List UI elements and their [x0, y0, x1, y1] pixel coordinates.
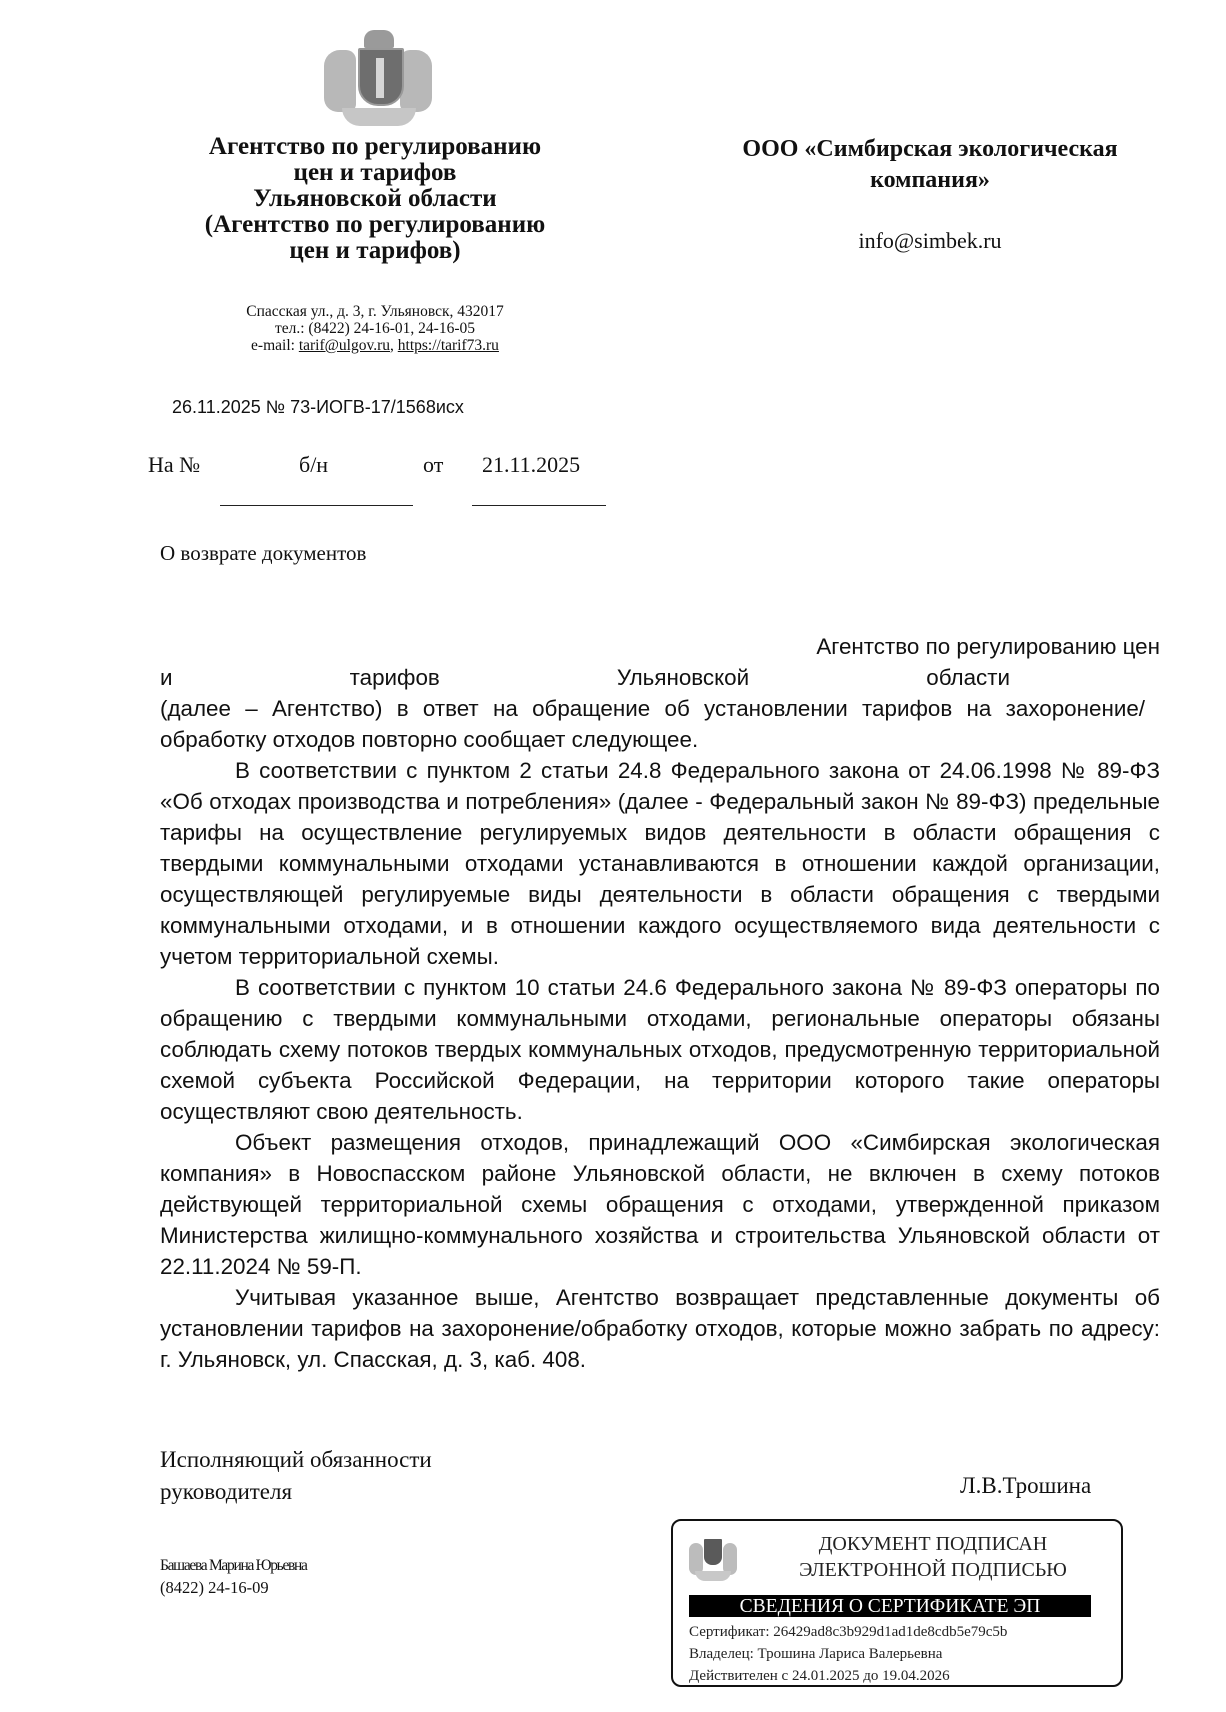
lion-left-shape: [324, 50, 356, 112]
outgoing-number: 26.11.2025 № 73-ИОГВ-17/1568исх: [172, 397, 464, 417]
sender-title-line: Ульяновской области: [253, 185, 497, 212]
emblem-base-shape: [695, 1571, 731, 1581]
coat-of-arms-icon: [318, 30, 438, 130]
recipient-name-line: ООО «Симбирская экологическая: [742, 136, 1118, 162]
stamp-certificate-header: СВЕДЕНИЯ О СЕРТИФИКАТЕ ЭП: [689, 1595, 1091, 1617]
sender-email-link[interactable]: tarif@ulgov.ru: [298, 337, 391, 354]
recipient-name-line: компания»: [870, 167, 990, 193]
shield-shape: [704, 1539, 722, 1565]
body-paragraph-1-line-2: и тарифов Ульяновской области: [160, 665, 1010, 690]
body-paragraph-5: Учитывая указанное выше, Агентство возвращает представленные документы об установлении тарифов на захоронение/обработку отходов, которые можно забрать по адресу: г. Ульяновск, ул. Спасская, д. 3, каб. 408.: [160, 1285, 1160, 1372]
emblem-base-shape: [342, 108, 416, 126]
electronic-signature-stamp: [671, 1519, 1123, 1687]
sender-website-link[interactable]: https://tarif73.ru: [397, 337, 499, 354]
stamp-title-line: ЭЛЕКТРОННОЙ ПОДПИСЬЮ: [799, 1559, 1067, 1581]
signatory-position-line: Исполняющий обязанности: [160, 1447, 432, 1472]
reference-number: б/н: [299, 452, 329, 477]
sender-title-line: (Агентство по регулированию: [204, 211, 546, 238]
letter-body: [160, 631, 1160, 1375]
signatory-position: [160, 1444, 432, 1508]
reference-date: 21.11.2025: [482, 452, 581, 477]
stamp-validity: Действителен с 24.01.2025 до 19.04.2026: [689, 1668, 950, 1684]
sender-title-line: Агентство по регулированию: [208, 133, 542, 160]
body-paragraph-3: В соответствии с пунктом 10 статьи 24.6 Федерального закона № 89-ФЗ операторы по обращению с твердыми коммунальными отходами, региональные операторы обязаны соблюдать схему потоков твердых коммунальных отходов, предусмотренную территориальной схемой субъекта Российской Федерации, на территории которого такие операторы осуществляют свою деятельность.: [160, 975, 1160, 1124]
signatory-position-line: руководителя: [160, 1479, 293, 1504]
body-paragraph-2: В соответствии с пунктом 2 статьи 24.8 Федерального закона от 24.06.1998 № 89-ФЗ «Об отходах производства и потребления» (далее - Федеральный закон № 89-ФЗ) предельные тарифы на осуществление регулируемых видов деятельности в области обращения с твердыми коммунальными отходами устанавливаются в отношении каждой организации, осуществляющей регулируемые виды деятельности в области обращения с твердыми коммунальными отходами, и в отношении каждого осуществляемого вида деятельности с учетом территориальной схемы.: [160, 758, 1160, 969]
crown-shape: [364, 30, 394, 48]
reference-number-underline: [220, 505, 413, 506]
coat-of-arms-icon: [687, 1535, 739, 1583]
sender-title-line: цен и тарифов: [293, 159, 457, 186]
stamp-title: [763, 1531, 1103, 1583]
stamp-certificate-id: Сертификат: 26429ad8c3b929d1ad1de8cdb5e79c5b: [689, 1624, 1008, 1640]
body-paragraph-1-rest: (далее – Агентство) в ответ на обращение об установлении тарифов на захоронение/обработку отходов повторно сообщает следующее.: [160, 696, 1145, 752]
reference-date-underline: [472, 505, 606, 506]
recipient-name: [700, 134, 1160, 196]
reference-no-label: На №: [148, 452, 201, 477]
body-paragraph-1-line-1: Агентство по регулированию цен: [816, 634, 1160, 659]
sender-email-label: e-mail:: [251, 337, 295, 354]
sender-contacts: [150, 303, 600, 354]
stamp-title-line: ДОКУМЕНТ ПОДПИСАН: [818, 1533, 1048, 1555]
body-paragraph-4: Объект размещения отходов, принадлежащий ООО «Симбирская экологическая компания» в Новоспасском районе Ульяновской области, не включен в схему потоков действующей территориальной схемы обращения с отходами, утвержденной приказом Министерства жилищно-коммунального хозяйства и строительства Ульяновской области от 22.11.2024 № 59-П.: [160, 1130, 1160, 1279]
reference-from-label: от: [423, 452, 444, 477]
sender-title-line: цен и тарифов): [289, 237, 461, 264]
recipient-email: info@simbek.ru: [858, 228, 1002, 253]
sender-address: Спасская ул., д. 3, г. Ульяновск, 432017: [246, 303, 504, 320]
executor-phone: (8422) 24-16-09: [160, 1578, 269, 1597]
signatory-name: Л.В.Трошина: [960, 1473, 1092, 1498]
sender-email-row: e-mail: tarif@ulgov.ru, https://tarif73.ru: [251, 337, 499, 354]
executor-name: Башаева Марина Юрьевна: [160, 1557, 307, 1574]
letter-subject: О возврате документов: [160, 541, 367, 565]
sender-phone: тел.: (8422) 24-16-01, 24-16-05: [274, 320, 476, 337]
stamp-owner: Владелец: Трошина Лариса Валерьевна: [689, 1646, 943, 1662]
lion-right-shape: [400, 50, 432, 112]
sender-organization-title: [150, 134, 600, 264]
column-shape: [376, 58, 384, 98]
